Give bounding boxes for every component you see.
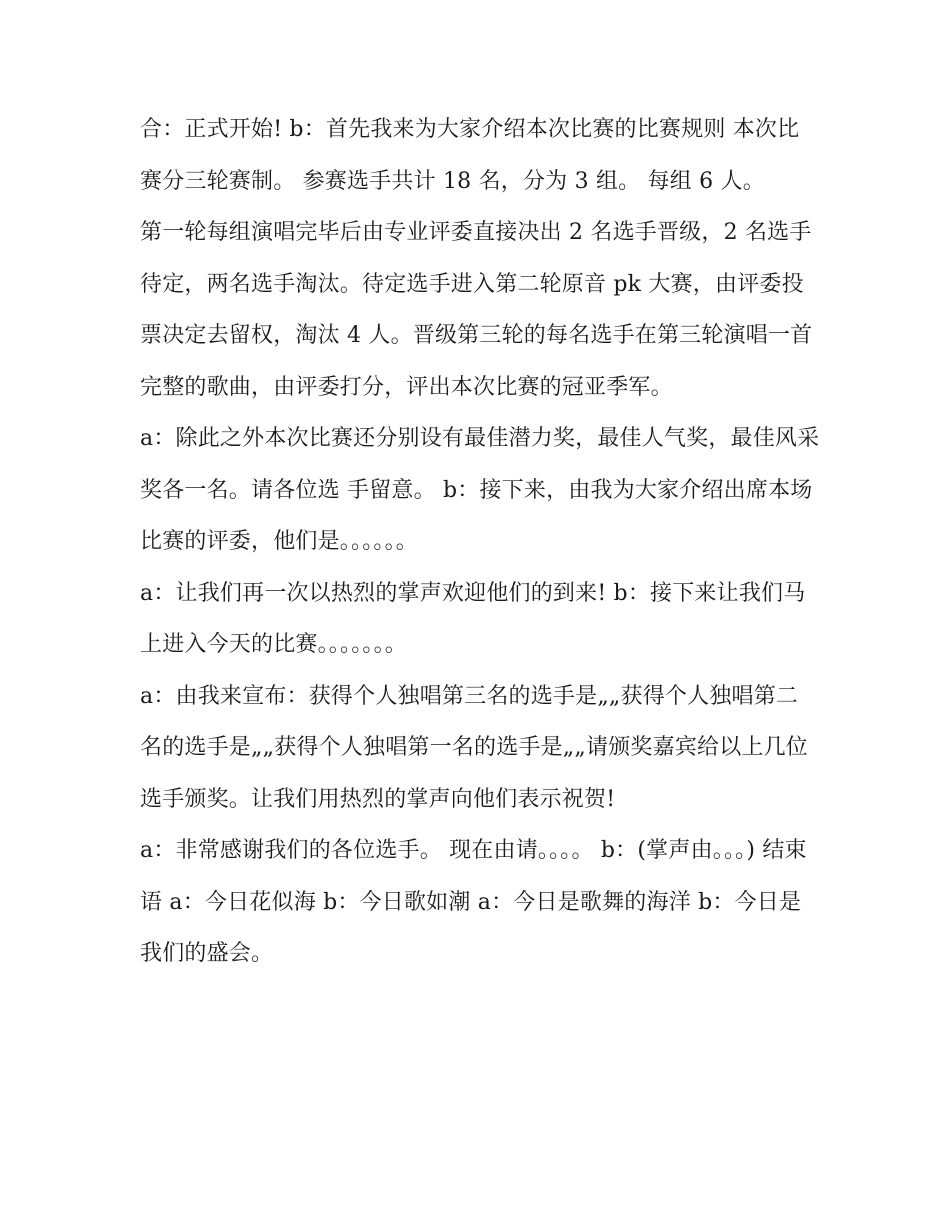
paragraph-awards-judges: a：除此之外本次比赛还分别设有最佳潜力奖，最佳人气奖，最佳风采奖各一名。请各位选 手留意。 b：接下来，由我为大家介绍出席本场比赛的评委，他们是。。。。。。 bbox=[140, 426, 820, 554]
paragraph-round-details: 第一轮每组演唱完毕后由专业评委直接决出 2 名选手晋级，2 名选手待定，两名选手淘汰。待定选手进入第二轮原音 pk 大赛，由评委投票决定去留权，淘汰 4 人。晋级第三轮的每名选手在第三轮演唱一首完整的歌曲，由评委打分，评出本次比赛的冠亚季军。 bbox=[140, 220, 813, 400]
paragraph-closing: a：非常感谢我们的各位选手。 现在由请。。。。 b：(掌声由。。。) 结束语 a：今日花似海 b：今日歌如潮 a：今日是歌舞的海洋 b：今日是我们的盛会。 bbox=[140, 838, 807, 966]
paragraph-rules-intro: 合：正式开始! b：首先我来为大家介绍本次比赛的比赛规则 本次比赛分三轮赛制。 参赛选手共计 18 名，分为 3 组。 每组 6 人。 bbox=[140, 117, 800, 194]
paragraph-welcome-judges: a：让我们再一次以热烈的掌声欢迎他们的到来! b：接下来让我们马上进入今天的比赛。。。。。。。 bbox=[140, 580, 806, 657]
paragraph-winners: a：由我来宣布：获得个人独唱第三名的选手是„„获得个人独唱第二名的选手是„„获得个人独唱第一名的选手是„„请颁奖嘉宾给以上几位选手颁奖。让我们用热烈的掌声向他们表示祝贺! bbox=[140, 683, 808, 812]
